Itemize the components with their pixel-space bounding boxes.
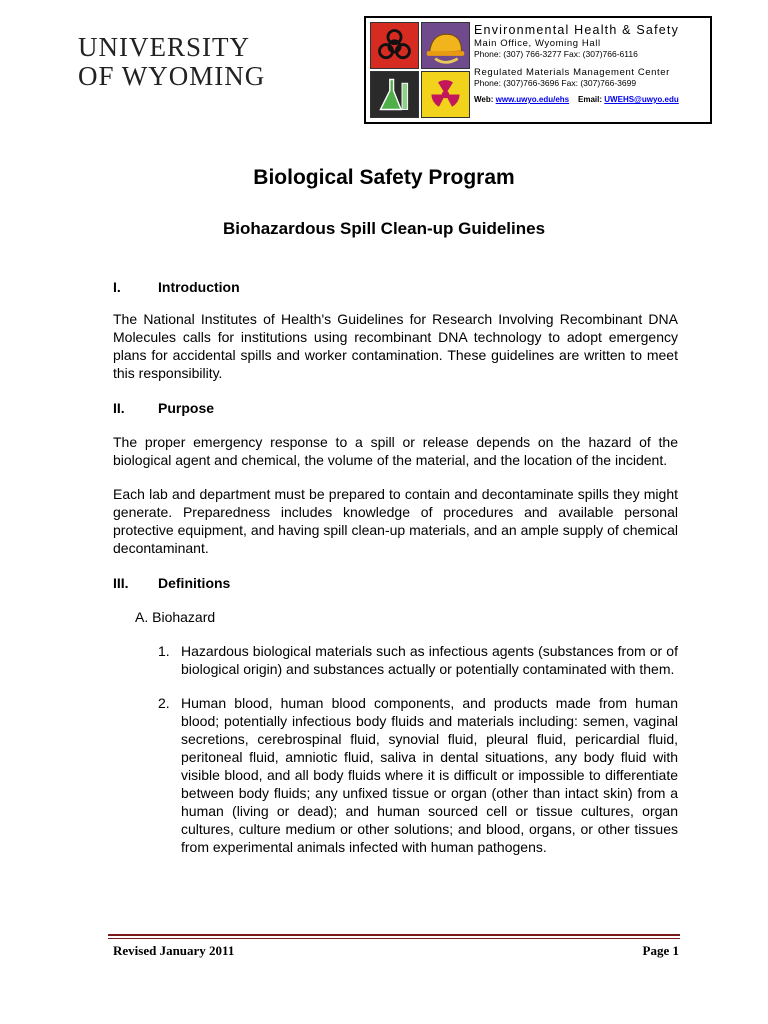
page-number: Page 1 xyxy=(642,943,679,958)
section-number: II. xyxy=(113,400,125,416)
email-label: Email: xyxy=(578,95,603,104)
web-link[interactable]: www.uwyo.edu/ehs xyxy=(495,95,570,104)
ehs-title: Environmental Health & Safety xyxy=(474,23,680,37)
ehs-contact-box xyxy=(364,16,712,124)
list-item-text: Human blood, human blood components, and products made from human blood; potentially infectious body fluids and materials including: semen, vaginal secretions, cerebrospinal fluid, synovial fluid, pleural fluid, pericardial fluid, peritoneal fluid, amniotic fluid, saliva in dental situations, any body fluid with visible blood, and all body fluids where it is difficult or impossible to differentiate between body fluids; any unfixed tissue or organ (other than intact skin) from a human (living or dead); and human sourced cell or tissue cultures, organ cultures, culture medium or other solutions; and blood, organs, or other tissues from experimental animals infected with human pathogens. xyxy=(181,695,678,855)
logo-line-1: UNIVERSITY xyxy=(78,32,250,62)
email-link[interactable]: UWEHS@uwyo.edu xyxy=(604,95,679,104)
university-logo xyxy=(78,33,265,91)
purpose-paragraph-1: The proper emergency response to a spill or release depends on the hazard of the biological agent and chemical, the volume of the material, and the location of the incident. xyxy=(113,434,678,468)
list-item-text: Hazardous biological materials such as infectious agents (substances from or of biological origin) and substances actually or potentially contaminated with them. xyxy=(181,643,678,677)
section-heading-purpose xyxy=(113,399,678,417)
chemistry-flask-icon xyxy=(370,71,419,118)
section-title: Introduction xyxy=(158,279,240,295)
section-heading-definitions xyxy=(113,574,678,592)
hazard-icons-grid xyxy=(370,22,472,120)
hard-hat-icon xyxy=(421,22,470,69)
section-number: I. xyxy=(113,279,121,295)
document-title: Biological Safety Program xyxy=(253,166,515,189)
document-body xyxy=(113,278,678,856)
section-number: III. xyxy=(113,575,129,591)
list-item xyxy=(158,694,678,856)
biohazard-icon xyxy=(370,22,419,69)
intro-paragraph: The National Institutes of Health's Guidelines for Research Involving Recombinant DNA Molecules calls for institutions using recombinant DNA technology to adopt emergency plans for accidental spills and worker contamination. These guidelines are written to meet this responsibility. xyxy=(113,311,678,381)
section-title: Purpose xyxy=(158,400,215,416)
section-heading-introduction xyxy=(113,278,678,296)
logo-line-2: OF WYOMING xyxy=(78,61,266,91)
purpose-paragraph-2: Each lab and department must be prepared to contain and decontaminate spills they might generate. Preparedness includes knowledge of procedures and available personal protective equipment, and having spill clean-up materials, and an ample supply of chemical decontaminant. xyxy=(113,486,678,556)
list-item-number: 1. xyxy=(158,643,170,659)
subheading-biohazard: A. Biohazard xyxy=(135,609,216,625)
document-subtitle: Biohazardous Spill Clean-up Guidelines xyxy=(222,219,546,238)
ehs-contact-text xyxy=(474,22,710,105)
section-title: Definitions xyxy=(158,575,231,591)
footer-rule-thin xyxy=(108,938,680,939)
office2-phone: Phone: (307)766-3696 Fax: (307)766-3699 xyxy=(474,78,637,88)
ehs-web-email-line xyxy=(474,94,710,105)
office1-phone: Phone: (307) 766-3277 Fax: (307)766-6116 xyxy=(474,49,638,59)
footer-rule xyxy=(108,934,680,936)
office2-name: Regulated Materials Management Center xyxy=(474,67,670,78)
list-item-number: 2. xyxy=(158,695,170,711)
revision-date: Revised January 2011 xyxy=(113,943,235,958)
radiation-icon xyxy=(421,71,470,118)
list-item xyxy=(158,642,678,678)
office1-name: Main Office, Wyoming Hall xyxy=(474,38,601,49)
web-label: Web: xyxy=(474,95,494,104)
